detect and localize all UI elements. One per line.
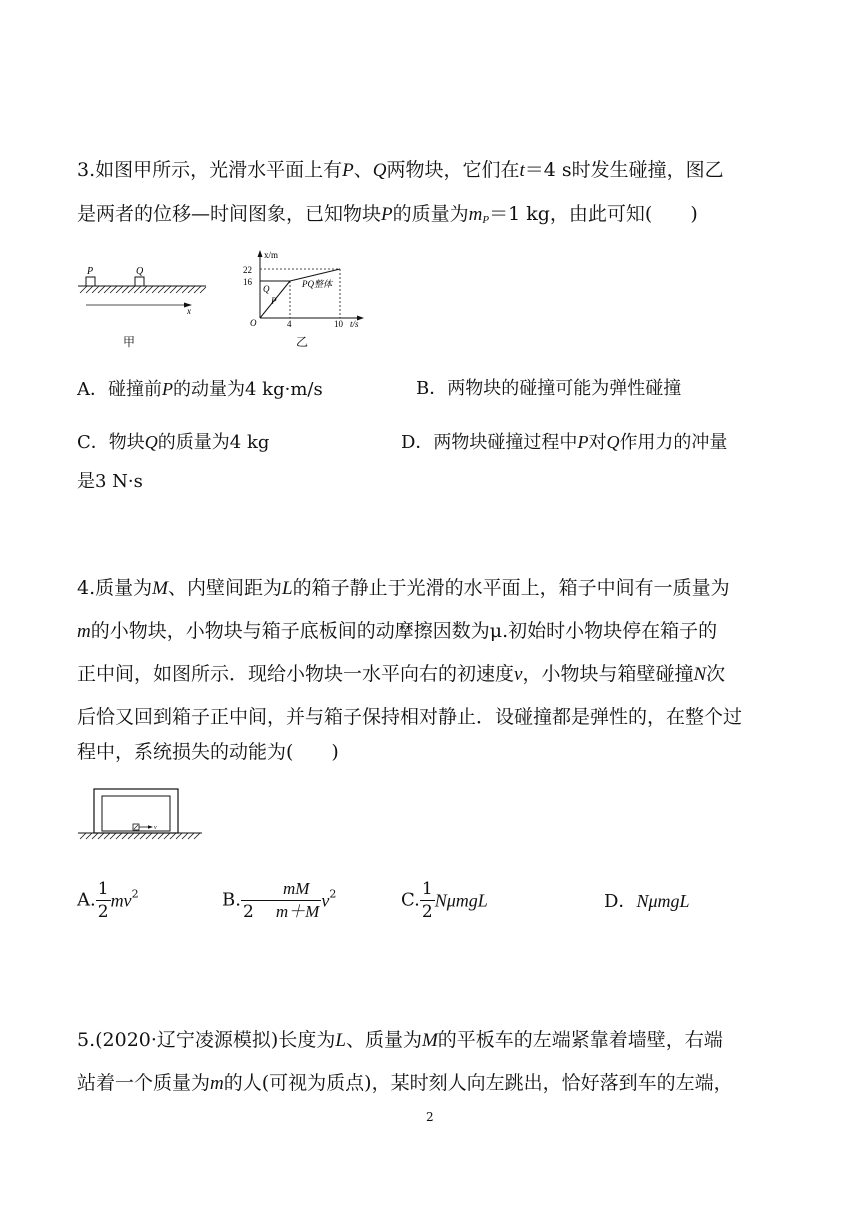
q3-option-b: B．两物块的碰撞可能为弹性碰撞 [416,378,682,399]
q5-line-2: 站着一个质量为m的人(可视为质点)，某时刻人向左跳出，恰好落到车的左端， [77,1072,733,1094]
x-axis-label: t/s [350,319,359,328]
q4-option-d: D．NμmgL [604,891,690,912]
figure-jia [76,260,211,320]
q4-line-3: 正中间，如图所示．现给小物块一水平向右的初速度v，小物块与箱壁碰撞N次 [77,663,726,685]
q3-option-d: D．两物块碰撞过程中P对Q作用力的冲量 [401,432,728,453]
q3-option-a: A．碰撞前P的动量为4 kg·m/s [77,379,323,400]
x-tick-4: 4 [287,319,292,328]
label-p: P [87,266,94,277]
caption-jia: 甲 [123,335,136,349]
label-q: Q [136,266,144,277]
q4-option-a: A. $\frac{1}{2}$ $mv^2$ [77,879,139,922]
caption-yi: 乙 [296,335,309,349]
q4-line-2: m的小物块，小物块与箱子底板间的动摩擦因数为μ.初始时小物块停在箱子的 [77,620,718,642]
block-q [135,277,144,286]
figure-box [76,785,206,845]
y-tick-16: 16 [243,277,252,287]
y-axis-label: x/m [264,250,279,260]
origin-label: O [250,318,257,328]
q3-option-d-cont: 是3 N·s [77,471,143,492]
page-number: 2 [426,1110,434,1124]
y-tick-22: 22 [243,265,252,275]
figure-yi-xt-graph [240,248,370,328]
q3-line-1: 3.如图甲所示，光滑水平面上有P、Q两物块，它们在t＝4 s时发生碰撞，图乙 [77,159,724,181]
graph-label-pq: PQ整体 [302,279,332,289]
graph-label-p: P [271,296,277,306]
velocity-label: v [154,825,157,831]
block-p [86,277,95,286]
q4-line-5: 程中，系统损失的动能为( ) [77,741,339,763]
q3-option-c: C．物块Q的质量为4 kg [77,432,270,453]
q4-line-4: 后恰又回到箱子正中间，并与箱子保持相对静止．设碰撞都是弹性的，在整个过 [77,706,743,728]
label-x: x [187,306,191,316]
q4-option-c: C. $\frac{1}{2}$ NμmgL [401,879,488,922]
graph-label-q: Q [263,284,270,294]
q4-option-b: B. $\frac{mM}{2 m+M}$ $v^2$ [222,879,337,922]
q3-line-2: 是两者的位移—时间图象，已知物块P的质量为$m_P=1$ kg，由此可知( ) [77,203,698,226]
q4-line-1: 4.质量为M、内壁间距为L的箱子静止于光滑的水平面上，箱子中间有一质量为 [77,577,730,599]
x-tick-10: 10 [334,319,343,328]
q5-line-1: 5.(2020·辽宁凌源模拟)长度为L、质量为M的平板车的左端紧靠着墙壁，右端 [77,1029,723,1051]
